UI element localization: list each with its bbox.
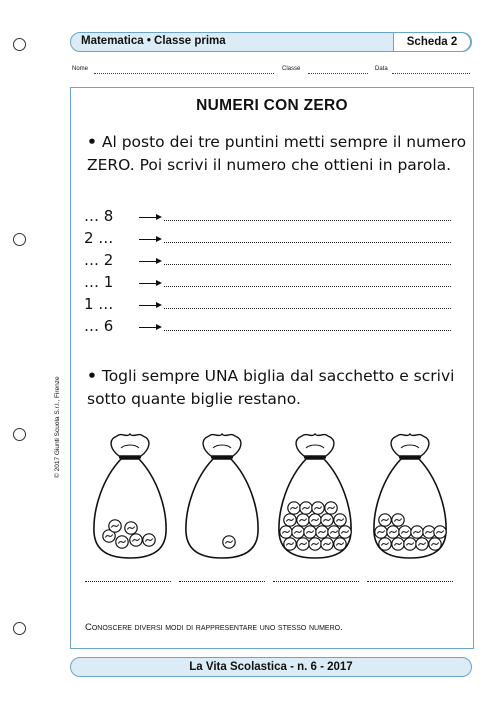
learning-objective: Conoscere diversi modi di rappresentare uno stesso numero.: [85, 622, 343, 633]
marble: [399, 526, 411, 538]
marble: [223, 536, 235, 548]
number-row: [84, 251, 454, 273]
worksheet-title: NUMERI CON ZERO: [196, 97, 348, 114]
arrow-right-icon: [139, 239, 157, 240]
number-row: [84, 229, 454, 251]
number-row: [84, 317, 454, 339]
name-field[interactable]: [94, 73, 274, 74]
copyright-notice: © 2017 Giunti Scuola S.r.l., Firenze: [54, 376, 61, 478]
bag-answer-line[interactable]: [85, 581, 171, 582]
number-row-value: 1 …: [84, 295, 114, 313]
marble: [375, 526, 387, 538]
marble: [321, 538, 333, 550]
class-field[interactable]: [308, 73, 368, 74]
exercise1-text: Al posto dei tre puntini metti sempre il numero ZERO. Poi scrivi il numero che ottieni in parola.: [87, 133, 467, 174]
date-field[interactable]: [392, 73, 470, 74]
subject-label: Matematica • Classe prima: [81, 35, 226, 47]
marble: [404, 538, 416, 550]
marble: [325, 502, 337, 514]
marble: [292, 526, 304, 538]
marble: [334, 514, 346, 526]
number-row-value: … 1: [84, 273, 114, 291]
answer-line[interactable]: [164, 286, 451, 287]
marble: [312, 502, 324, 514]
binder-hole-upper: [13, 233, 26, 246]
arrow-right-icon: [139, 305, 157, 306]
marble: [434, 526, 446, 538]
marble: [387, 526, 399, 538]
marble-bag-icon: [371, 428, 449, 560]
marble: [316, 526, 328, 538]
answer-line[interactable]: [164, 242, 451, 243]
worksheet-frame: [70, 87, 474, 649]
answer-line[interactable]: [164, 330, 451, 331]
marble-bag-icon: [91, 428, 169, 560]
marble: [284, 514, 296, 526]
binder-hole-top: [13, 38, 26, 51]
answer-line[interactable]: [164, 220, 451, 221]
footer-bar: La Vita Scolastica - n. 6 - 2017: [70, 657, 472, 677]
marble: [339, 526, 351, 538]
number-row-value: … 2: [84, 251, 114, 269]
marble: [288, 502, 300, 514]
marble: [116, 536, 128, 548]
name-label: Nome: [72, 66, 89, 72]
marble: [297, 514, 309, 526]
number-row-value: 2 …: [84, 229, 114, 247]
marble: [392, 514, 404, 526]
student-info-row: [72, 66, 472, 78]
number-row-value: … 6: [84, 317, 114, 335]
marble-bag-icon: [276, 428, 354, 560]
marble: [125, 522, 137, 534]
binder-hole-bottom: [13, 622, 26, 635]
marble: [300, 502, 312, 514]
marble: [321, 514, 333, 526]
exercise1-instructions: [87, 131, 467, 177]
answer-line[interactable]: [164, 308, 451, 309]
arrow-right-icon: [139, 217, 157, 218]
header-bar: [70, 32, 472, 52]
arrow-right-icon: [139, 327, 157, 328]
answer-line[interactable]: [164, 264, 451, 265]
marble: [109, 520, 121, 532]
sheet-label: Scheda 2: [393, 32, 471, 52]
marble: [411, 526, 423, 538]
marble: [309, 538, 321, 550]
bag-answer-line[interactable]: [367, 581, 453, 582]
marble: [379, 538, 391, 550]
marble: [309, 514, 321, 526]
marble: [392, 538, 404, 550]
number-row: [84, 273, 454, 295]
bullet-icon: •: [87, 133, 97, 151]
marble: [379, 514, 391, 526]
marble: [280, 526, 292, 538]
number-row: [84, 295, 454, 317]
marble: [297, 538, 309, 550]
bullet-icon: •: [87, 367, 97, 385]
exercise2-text: Togli sempre UNA biglia dal sacchetto e scrivi sotto quante biglie restano.: [87, 367, 455, 408]
number-row: [84, 207, 454, 229]
arrow-right-icon: [139, 261, 157, 262]
number-row-value: … 8: [84, 207, 114, 225]
marble: [143, 534, 155, 546]
arrow-right-icon: [139, 283, 157, 284]
marble: [429, 538, 441, 550]
marble: [304, 526, 316, 538]
marble: [130, 534, 142, 546]
marble: [416, 538, 428, 550]
class-label: Classe: [282, 66, 301, 72]
marble: [334, 538, 346, 550]
date-label: Data: [375, 66, 388, 72]
marble: [284, 538, 296, 550]
marble-bag-icon: [183, 428, 261, 560]
binder-hole-lower: [13, 428, 26, 441]
bag-answer-line[interactable]: [273, 581, 359, 582]
bag-answer-line[interactable]: [179, 581, 265, 582]
exercise2-instructions: [87, 365, 467, 411]
